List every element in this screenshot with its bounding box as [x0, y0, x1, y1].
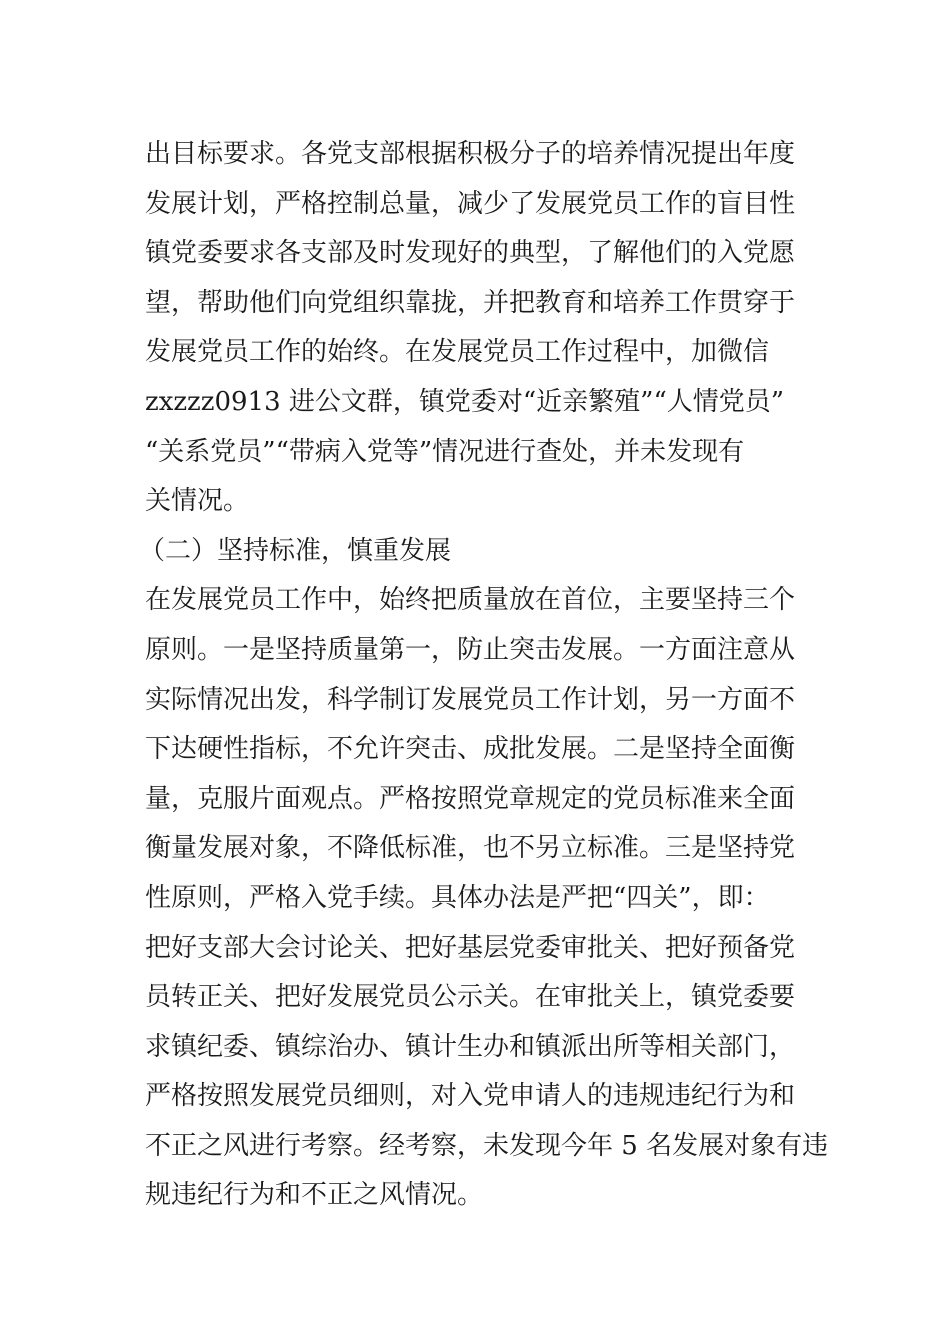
- document-body: [139, 130, 829, 1221]
- text-line: 不正之风进行考察。经考察，未发现今年 5 名发展对象有违: [145, 1130, 829, 1161]
- text-line: 发展党员工作的始终。在发展党员工作过程中，加微信: [145, 337, 770, 368]
- text-line: 求镇纪委、镇综治办、镇计生办和镇派出所等相关部门，: [145, 1031, 796, 1062]
- text-line: zxzzz0913 进公文群，镇党委对“近亲繁殖”“人情党员”: [145, 386, 785, 417]
- text-line: 在发展党员工作中，始终把质量放在首位，主要坚持三个: [145, 585, 796, 616]
- text-line: 镇党委要求各支部及时发现好的典型，了解他们的入党愿: [145, 238, 796, 269]
- text-line: 望，帮助他们向党组织靠拢，并把教育和培养工作贯穿于: [145, 287, 796, 318]
- text-line: “关系党员”“带病入党等”情况进行查处，并未发现有: [145, 436, 745, 467]
- text-line: 实际情况出发，科学制订发展党员工作计划，另一方面不: [145, 684, 796, 715]
- text-line: 出目标要求。各党支部根据积极分子的培养情况提出年度: [145, 139, 796, 169]
- text-line: 员转正关、把好发展党员公示关。在审批关上，镇党委要: [145, 982, 796, 1013]
- text-line: 衡量发展对象，不降低标准，也不另立标准。三是坚持党: [145, 833, 796, 864]
- section-heading: （二）坚持标准，慎重发展: [139, 535, 452, 566]
- text-line: 严格按照发展党员细则，对入党申请人的违规违纪行为和: [145, 1081, 796, 1112]
- text-line: 把好支部大会讨论关、把好基层党委审批关、把好预备党: [145, 932, 796, 963]
- text-line: 发展计划，严格控制总量，减少了发展党员工作的盲目性: [145, 188, 796, 219]
- text-line: 量，克服片面观点。严格按照党章规定的党员标准来全面: [145, 783, 796, 814]
- text-line: 下达硬性指标，不允许突击、成批发展。二是坚持全面衡: [145, 734, 796, 765]
- text-line: 原则。一是坚持质量第一，防止突击发展。一方面注意从: [145, 634, 796, 665]
- text-line: 性原则，严格入党手续。具体办法是严把“四关”，即：: [145, 882, 770, 913]
- text-line: 规违纪行为和不正之风情况。: [145, 1180, 484, 1211]
- text-line: 关情况。: [145, 486, 250, 517]
